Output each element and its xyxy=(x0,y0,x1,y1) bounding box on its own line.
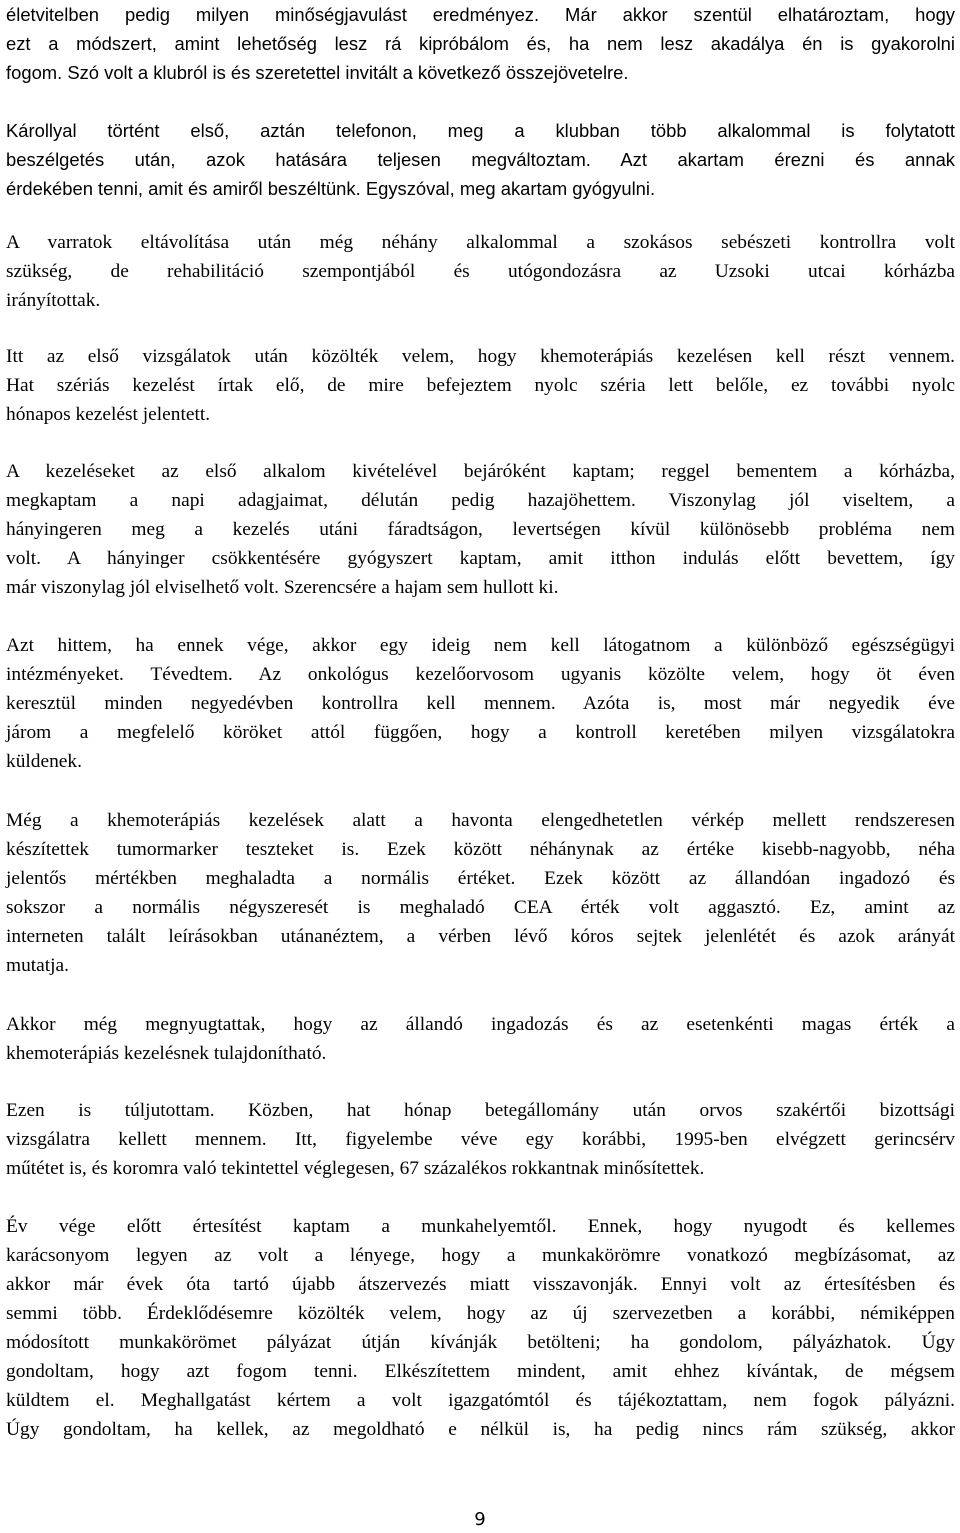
text-line: Ezen is túljutottam. Közben, hat hónap betegállomány után orvos szakértői bizottsági xyxy=(6,1100,955,1121)
text-line: ezt a módszert, amint lehetőség lesz rá kipróbálom és, ha nem lesz akadálya én is gyakorolni xyxy=(6,33,955,54)
paragraph xyxy=(6,1212,955,1444)
paragraph xyxy=(6,1096,955,1183)
text-line: Hat szériás kezelést írtak elő, de mire befejeztem nyolc széria lett belőle, ez további nyolc xyxy=(6,375,955,396)
text-line: Még a khemoterápiás kezelések alatt a havonta elengedhetetlen vérkép mellett rendszeresen xyxy=(6,810,955,831)
text-line: műtétet is, és koromra való tekintettel véglegesen, 67 százalékos rokkantnak minősítettek. xyxy=(6,1158,705,1179)
text-line: Akkor még megnyugtattak, hogy az állandó ingadozás és az esetenkénti magas érték a xyxy=(6,1014,955,1035)
text-line: járom a megfelelő köröket attól függően, hogy a kontroll keretében milyen vizsgálatokra xyxy=(6,722,955,743)
paragraph xyxy=(6,116,955,203)
paragraph xyxy=(6,1010,955,1068)
text-line: khemoterápiás kezelésnek tulajdonítható. xyxy=(6,1043,327,1064)
text-line: módosított munkakörömet pályázat útján kívánják betölteni; ha gondolom, pályázhatok. Úgy xyxy=(6,1332,955,1353)
text-line: semmi több. Érdeklődésemre közölték velem, hogy az új szervezetben a korábbi, némiképpen xyxy=(6,1303,955,1324)
text-line: már viszonylag jól elviselhető volt. Szerencsére a hajam sem hullott ki. xyxy=(6,577,559,598)
text-line: megkaptam a napi adagjaimat, délután pedig hazajöhettem. Viszonylag jól viseltem, a xyxy=(6,490,955,511)
text-line: küldenek. xyxy=(6,751,82,772)
paragraph xyxy=(6,457,955,602)
paragraph xyxy=(6,0,955,87)
paragraph xyxy=(6,342,955,429)
text-line: Károllyal történt első, aztán telefonon, meg a klubban több alkalommal is folytatott xyxy=(6,120,955,141)
text-line: keresztül minden negyedévben kontrollra kell mennem. Azóta is, most már negyedik éve xyxy=(6,693,955,714)
text-line: gondoltam, hogy azt fogom tenni. Elkészítettem mindent, amit ehhez kívántak, de mégsem xyxy=(6,1361,955,1382)
text-line: jelentős mértékben meghaladta a normális értéket. Ezek között az állandóan ingadozó és xyxy=(6,868,955,889)
text-line: volt. A hányinger csökkentésére gyógyszert kaptam, amit itthon indulás előtt bevettem, így xyxy=(6,548,955,569)
text-line: szükség, de rehabilitáció szempontjából és utógondozásra az Uzsoki utcai kórházba xyxy=(6,261,955,282)
text-line: hónapos kezelést jelentett. xyxy=(6,404,211,425)
paragraph xyxy=(6,806,955,980)
text-line: mutatja. xyxy=(6,955,70,976)
text-line: fogom. Szó volt a klubról is és szeretettel invitált a következő összejövetelre. xyxy=(6,62,629,83)
text-line: sokszor a normális négyszeresét is meghaladó CEA érték volt aggasztó. Ez, amint az xyxy=(6,897,955,918)
text-line: Azt hittem, ha ennek vége, akkor egy ideig nem kell látogatnom a különböző egészségügyi xyxy=(6,635,955,656)
text-line: A kezeléseket az első alkalom kivételével bejáróként kaptam; reggel bementem a kórházba, xyxy=(6,461,955,482)
text-line: A varratok eltávolítása után még néhány alkalommal a szokásos sebészeti kontrollra volt xyxy=(6,232,955,253)
text-line: érdekében tenni, amit és amiről beszéltünk. Egyszóval, meg akartam gyógyulni. xyxy=(6,178,656,199)
page-number: 9 xyxy=(474,1509,486,1530)
text-line: beszélgetés után, azok hatására teljesen megváltoztam. Azt akartam érezni és annak xyxy=(6,149,955,170)
paragraph xyxy=(6,228,955,315)
text-line: karácsonyom legyen az volt a lényege, hogy a munkakörömre vonatkozó megbízásomat, az xyxy=(6,1245,955,1266)
text-line: készítettek tumormarker teszteket is. Ezek között néhánynak az értéke kisebb-nagyobb, néha xyxy=(6,839,955,860)
text-line: küldtem el. Meghallgatást kértem a volt igazgatómtól és tájékoztattam, nem fogok pályázni. xyxy=(6,1390,955,1411)
text-line: életvitelben pedig milyen minőségjavulást eredményez. Már akkor szentül elhatároztam, hogy xyxy=(6,4,955,25)
text-line: Év vége előtt értesítést kaptam a munkahelyemtől. Ennek, hogy nyugodt és kellemes xyxy=(6,1216,955,1237)
text-line: Úgy gondoltam, ha kellek, az megoldható e nélkül is, ha pedig nincs rám szükség, akkor xyxy=(6,1419,955,1440)
text-line: akkor már évek óta tartó újabb átszervezés miatt visszavonják. Ennyi volt az értesítésben és xyxy=(6,1274,955,1295)
text-line: Itt az első vizsgálatok után közölték velem, hogy khemoterápiás kezelésen kell részt vennem. xyxy=(6,346,955,367)
text-line: hányingeren meg a kezelés utáni fáradtságon, levertségen kívül különösebb probléma nem xyxy=(6,519,955,540)
text-line: interneten talált leírásokban utánanéztem, a vérben lévő kóros sejtek jelenlétét és azok arányát xyxy=(6,926,955,947)
text-line: intézményeket. Tévedtem. Az onkológus kezelőorvosom ugyanis közölte velem, hogy öt éven xyxy=(6,664,955,685)
text-line: irányítottak. xyxy=(6,290,101,311)
text-line: vizsgálatra kellett mennem. Itt, figyelembe véve egy korábbi, 1995-ben elvégzett gerincsérv xyxy=(6,1129,955,1150)
paragraph xyxy=(6,631,955,776)
